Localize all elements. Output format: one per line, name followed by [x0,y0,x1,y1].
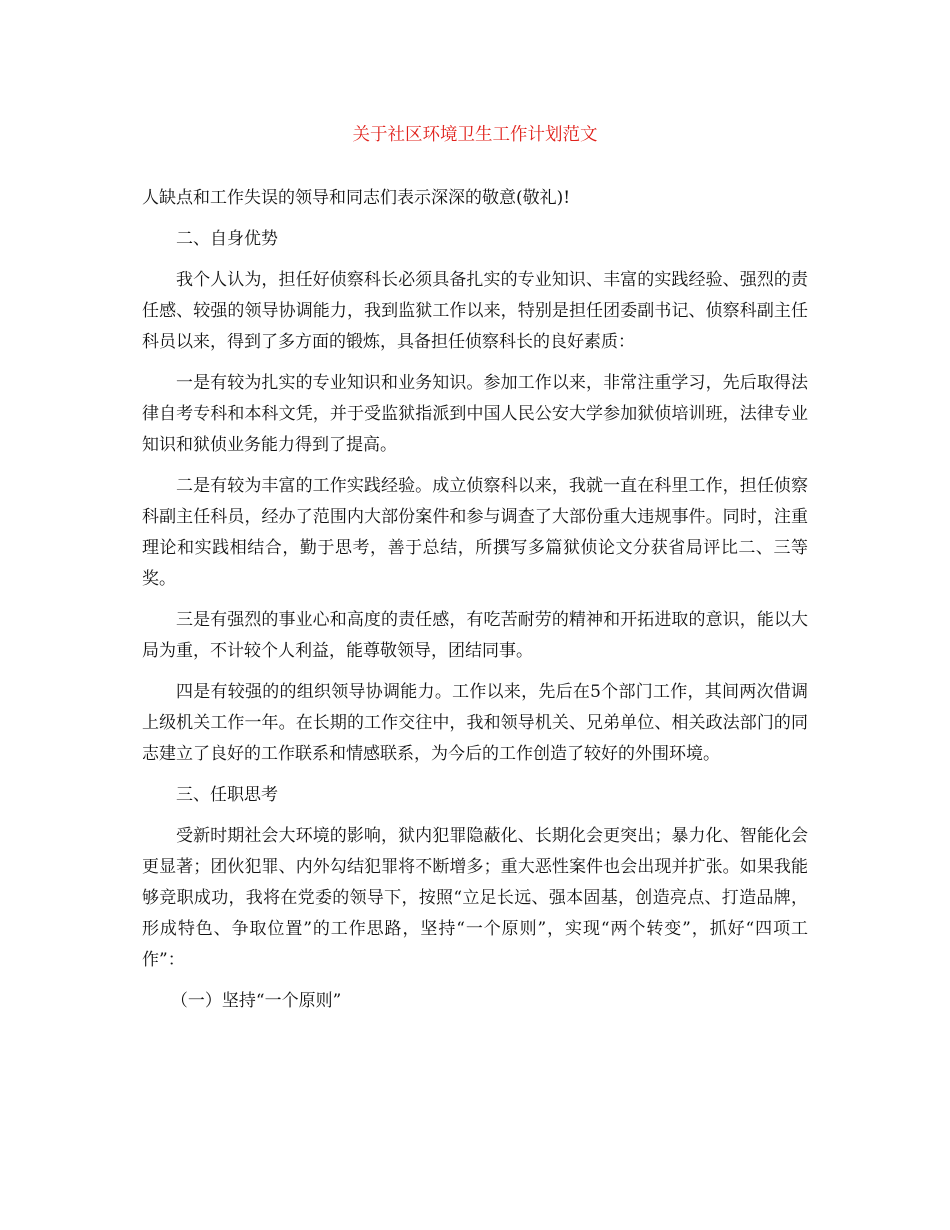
subsection-heading-principle: （一）坚持“一个原则” [170,991,342,1011]
paragraph-point-two: 二是有较为丰富的工作实践经验。成立侦察科以来，我就一直在科里工作，担任侦察科副主任科员，经办了范围内大部份案件和参与调查了大部份重大违规事件。同时，注重理论和实践相结合，勤于思考，善于总结，所撰写多篇狱侦论文分获省局评比二、三等奖。 [142,476,808,589]
document-body [142,183,808,1017]
paragraph-intro: 我个人认为，担任好侦察科长必须具备扎实的专业知识、丰富的实践经验、强烈的责任感、较强的领导协调能力，我到监狱工作以来，特别是担任团委副书记、侦察科副主任科员以来，得到了多方面的锻炼，具备担任侦察科长的良好素质： [142,270,808,352]
section-heading-strengths: 二、自身优势 [176,229,278,249]
paragraph-thinking: 受新时期社会大环境的影响，狱内犯罪隐蔽化、长期化会更突出；暴力化、智能化会更显著；团伙犯罪、内外勾结犯罪将不断增多；重大恶性案件也会出现并扩张。如果我能够竞职成功，我将在党委的领导下，按照“立足长远、强本固基，创造亮点、打造品牌，形成特色、争取位置”的工作思路，坚持“一个原则”，实现“两个转变”，抓好“四项工作”： [142,826,808,970]
paragraph-point-three: 三是有强烈的事业心和高度的责任感，有吃苦耐劳的精神和开拓进取的意识，能以大局为重，不计较个人利益，能尊敬领导，团结同事。 [142,610,808,661]
section-heading-thinking: 三、任职思考 [176,785,278,805]
paragraph-point-one: 一是有较为扎实的专业知识和业务知识。参加工作以来，非常注重学习，先后取得法律自考专科和本科文凭，并于受监狱指派到中国人民公安大学参加狱侦培训班，法律专业知识和狱侦业务能力得到了提高。 [142,373,808,455]
paragraph-continuation: 人缺点和工作失误的领导和同志们表示深深的敬意(敬礼)! [142,188,571,208]
document-title: 关于社区环境卫生工作计划范文 [352,125,598,145]
paragraph-point-four: 四是有较强的的组织领导协调能力。工作以来，先后在5个部门工作，其间两次借调上级机关工作一年。在长期的工作交往中，我和领导机关、兄弟单位、相关政法部门的同志建立了良好的工作联系和情感联系，为今后的工作创造了较好的外围环境。 [142,682,808,764]
